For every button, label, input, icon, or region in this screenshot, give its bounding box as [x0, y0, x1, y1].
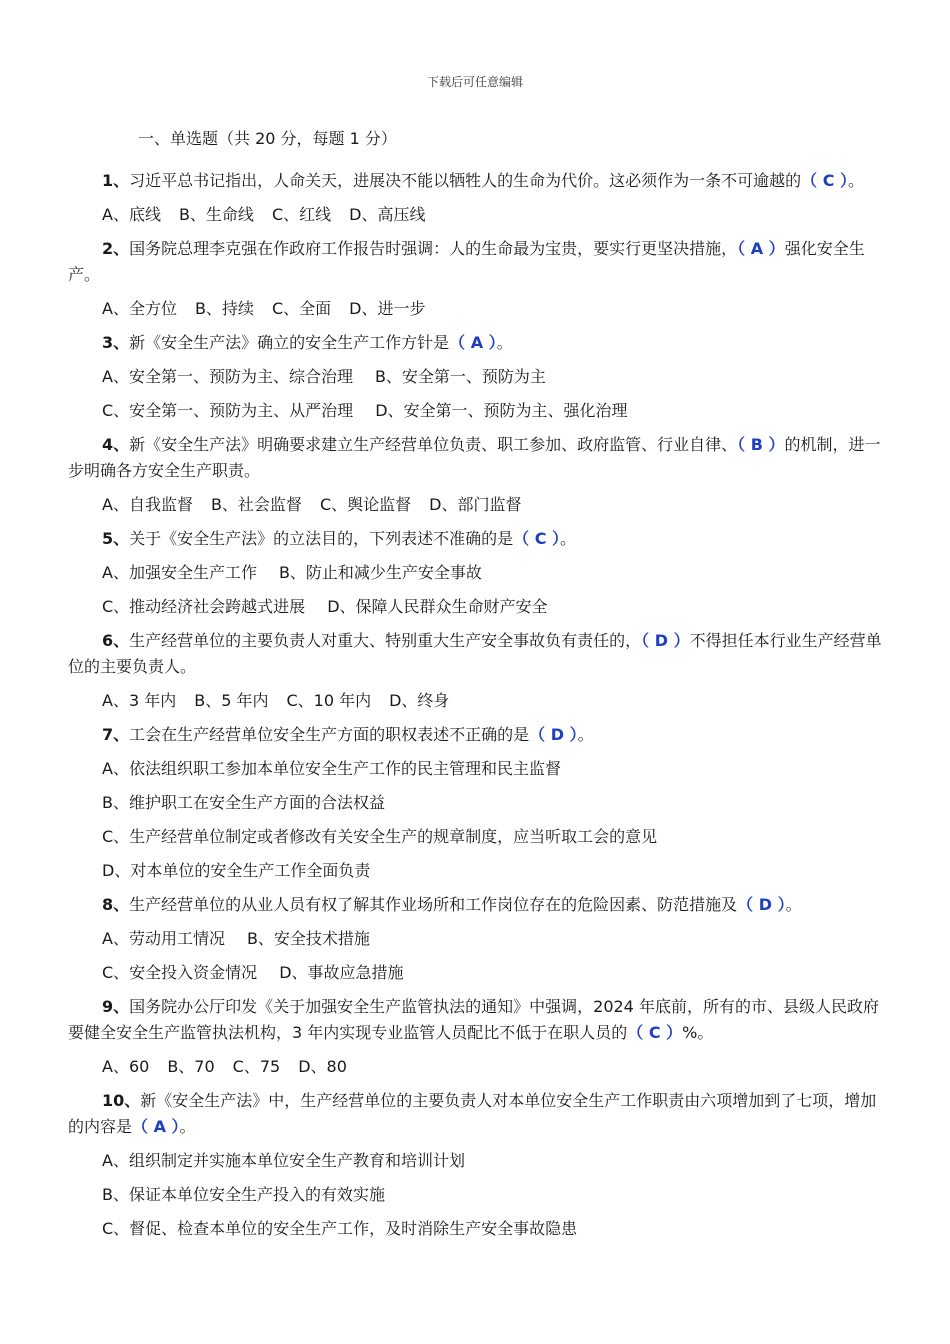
option-a: A、底线	[102, 205, 161, 224]
option-line	[68, 492, 888, 518]
option-b: B、保证本单位安全生产投入的有效实施	[102, 1185, 385, 1204]
question-text: 强化安全生产。	[68, 239, 865, 284]
option-d: D、安全第一、预防为主、强化治理	[375, 401, 628, 420]
option-a: A、60	[102, 1057, 150, 1076]
question-text: 新《安全生产法》明确要求建立生产经营单位负责、职工参加、政府监管、行业自律、	[129, 435, 738, 454]
option-line	[68, 296, 888, 322]
option-line	[68, 756, 888, 782]
question-number: 1、	[102, 171, 130, 190]
option-b: B、持续	[194, 299, 254, 318]
question-text: 习近平总书记指出，人命关天，进展决不能以牺牲人的生命为代价。这必须作为一条不可逾越的	[129, 171, 802, 190]
option-d: D、80	[298, 1057, 347, 1076]
option-line	[68, 858, 888, 884]
option-a: A、3 年内	[102, 691, 177, 710]
question-number: 7、	[102, 725, 130, 744]
question-text: 。	[577, 725, 594, 744]
option-line	[68, 926, 888, 952]
answer-label: （ C ）	[801, 171, 849, 190]
option-b: B、维护职工在安全生产方面的合法权益	[102, 793, 385, 812]
answer-label: （ D ）	[737, 895, 786, 914]
question-text: 。	[496, 333, 513, 352]
answer-label: （ A ）	[737, 239, 785, 258]
answer-label: （ D ）	[529, 725, 578, 744]
option-a: A、组织制定并实施本单位安全生产教育和培训计划	[102, 1151, 465, 1170]
question-list	[68, 168, 888, 1242]
option-line	[68, 364, 888, 390]
question-number: 10、	[102, 1091, 141, 1110]
question-6	[68, 628, 888, 680]
question-number: 9、	[102, 997, 130, 1016]
question-5	[68, 526, 888, 552]
option-c: C、推动经济社会跨越式进展	[102, 597, 306, 616]
option-a: A、自我监督	[102, 495, 193, 514]
section-title: 一、单选题（共 20 分，每题 1 分）	[138, 129, 397, 148]
option-line	[68, 398, 888, 424]
option-d: D、部门监督	[429, 495, 522, 514]
option-b: B、5 年内	[194, 691, 269, 710]
question-text: 不得担任本行业生产经营单位的主要负责人。	[68, 631, 882, 676]
option-line	[68, 560, 888, 586]
question-text: 新《安全生产法》确立的安全生产工作方针是	[129, 333, 450, 352]
question-text: 。	[560, 529, 577, 548]
answer-label: （ B ）	[737, 435, 785, 454]
question-4	[68, 432, 888, 484]
answer-label: （ C ）	[627, 1023, 683, 1042]
question-text: 新《安全生产法》中，生产经营单位的主要负责人对本单位安全生产工作职责由六项增加到了七项，增加的内容是	[68, 1091, 877, 1136]
option-a: A、加强安全生产工作	[102, 563, 257, 582]
option-line	[68, 594, 888, 620]
option-line	[68, 1148, 888, 1174]
option-b: B、社会监督	[210, 495, 302, 514]
answer-label: （ D ）	[641, 631, 690, 650]
answer-label: （ C ）	[513, 529, 561, 548]
question-text: 。	[848, 171, 865, 190]
option-b: B、防止和减少生产安全事故	[278, 563, 482, 582]
option-d: D、事故应急措施	[279, 963, 404, 982]
option-c: C、75	[232, 1057, 281, 1076]
option-line	[68, 202, 888, 228]
question-text: 关于《安全生产法》的立法目的，下列表述不准确的是	[129, 529, 514, 548]
question-9	[68, 994, 888, 1046]
option-c: C、红线	[271, 205, 332, 224]
option-line	[68, 1216, 888, 1242]
option-d: D、进一步	[349, 299, 426, 318]
option-line	[68, 790, 888, 816]
question-number: 8、	[102, 895, 130, 914]
option-line	[68, 1054, 888, 1080]
option-a: A、安全第一、预防为主、综合治理	[102, 367, 353, 386]
option-b: B、安全技术措施	[246, 929, 370, 948]
question-text: 的机制，进一步明确各方安全生产职责。	[68, 435, 881, 480]
question-text: %。	[682, 1023, 714, 1042]
option-d: D、高压线	[349, 205, 426, 224]
question-2	[68, 236, 888, 288]
option-d: D、终身	[389, 691, 450, 710]
question-number: 5、	[102, 529, 130, 548]
question-text: 生产经营单位的从业人员有权了解其作业场所和工作岗位存在的危险因素、防范措施及	[129, 895, 738, 914]
question-text: 。	[785, 895, 802, 914]
option-d: D、保障人民群众生命财产安全	[327, 597, 548, 616]
option-c: C、安全第一、预防为主、从严治理	[102, 401, 354, 420]
question-8	[68, 892, 888, 918]
question-1	[68, 168, 888, 194]
question-text: 国务院总理李克强在作政府工作报告时强调：人的生命最为宝贵，要实行更坚决措施，	[129, 239, 738, 258]
option-d: D、对本单位的安全生产工作全面负责	[102, 861, 371, 880]
option-a: A、依法组织职工参加本单位安全生产工作的民主管理和民主监督	[102, 759, 561, 778]
option-c: C、生产经营单位制定或者修改有关安全生产的规章制度，应当听取工会的意见	[102, 827, 658, 846]
answer-label: （ A ）	[132, 1117, 180, 1136]
question-number: 6、	[102, 631, 130, 650]
question-number: 2、	[102, 239, 130, 258]
question-number: 3、	[102, 333, 130, 352]
question-text: 。	[179, 1117, 196, 1136]
question-3	[68, 330, 888, 356]
question-text: 工会在生产经营单位安全生产方面的职权表述不正确的是	[129, 725, 530, 744]
option-line	[68, 688, 888, 714]
option-c: C、督促、检查本单位的安全生产工作，及时消除生产安全事故隐患	[102, 1219, 578, 1238]
answer-label: （ A ）	[449, 333, 497, 352]
option-a: A、劳动用工情况	[102, 929, 225, 948]
option-b: B、生命线	[178, 205, 254, 224]
option-c: C、10 年内	[286, 691, 372, 710]
page-header: 下载后可任意编辑	[426, 75, 523, 89]
question-10	[68, 1088, 888, 1140]
option-b: B、70	[167, 1057, 215, 1076]
question-text: 生产经营单位的主要负责人对重大、特别重大生产安全事故负有责任的，	[129, 631, 642, 650]
question-7	[68, 722, 888, 748]
question-text: 国务院办公厅印发《关于加强安全生产监管执法的通知》中强调，2024 年底前，所有的市、县级人民政府要健全安全生产监管执法机构，3 年内实现专业监管人员配比不低于在职人员的	[68, 997, 879, 1042]
option-a: A、全方位	[102, 299, 177, 318]
option-c: C、全面	[271, 299, 332, 318]
option-c: C、舆论监督	[319, 495, 412, 514]
option-b: B、安全第一、预防为主	[374, 367, 546, 386]
option-line	[68, 960, 888, 986]
question-number: 4、	[102, 435, 130, 454]
option-line	[68, 824, 888, 850]
option-c: C、安全投入资金情况	[102, 963, 258, 982]
option-line	[68, 1182, 888, 1208]
